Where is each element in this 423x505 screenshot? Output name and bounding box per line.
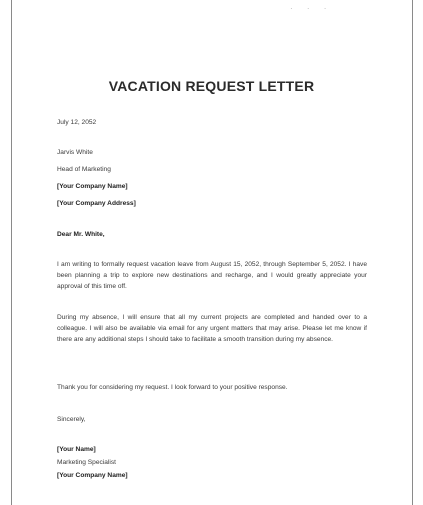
closing: Sincerely, xyxy=(57,416,86,423)
sender-company: [Your Company Name] xyxy=(57,472,128,479)
letter-date: July 12, 2052 xyxy=(57,119,97,126)
recipient-name: Jarvis White xyxy=(57,149,93,156)
recipient-company: [Your Company Name] xyxy=(57,183,128,190)
salutation: Dear Mr. White, xyxy=(57,231,105,238)
sender-position: Marketing Specialist xyxy=(57,459,117,466)
page-edge-marks: · · · xyxy=(290,4,333,13)
sender-name: [Your Name] xyxy=(57,446,96,453)
letter-title: VACATION REQUEST LETTER xyxy=(108,78,315,94)
paragraph-1: I am writing to formally request vacation leave from August 15, 2052, through September 5, 2052. I have been planning a trip to explore new destinations and recharge, and I would greatly appreciate your approval of this time off. xyxy=(57,261,367,290)
recipient-address: [Your Company Address] xyxy=(57,200,136,207)
document-page xyxy=(11,0,413,505)
paragraph-2: During my absence, I will ensure that all my current projects are completed and handed over to a colleague. I will also be available via email for any urgent matters that may arise. Please let me know if there are any additional steps I should take to facilitate a smooth transition during my absence. xyxy=(57,314,367,343)
paragraph-3: Thank you for considering my request. I look forward to your positive response. xyxy=(57,384,288,391)
recipient-position: Head of Marketing xyxy=(57,166,111,173)
